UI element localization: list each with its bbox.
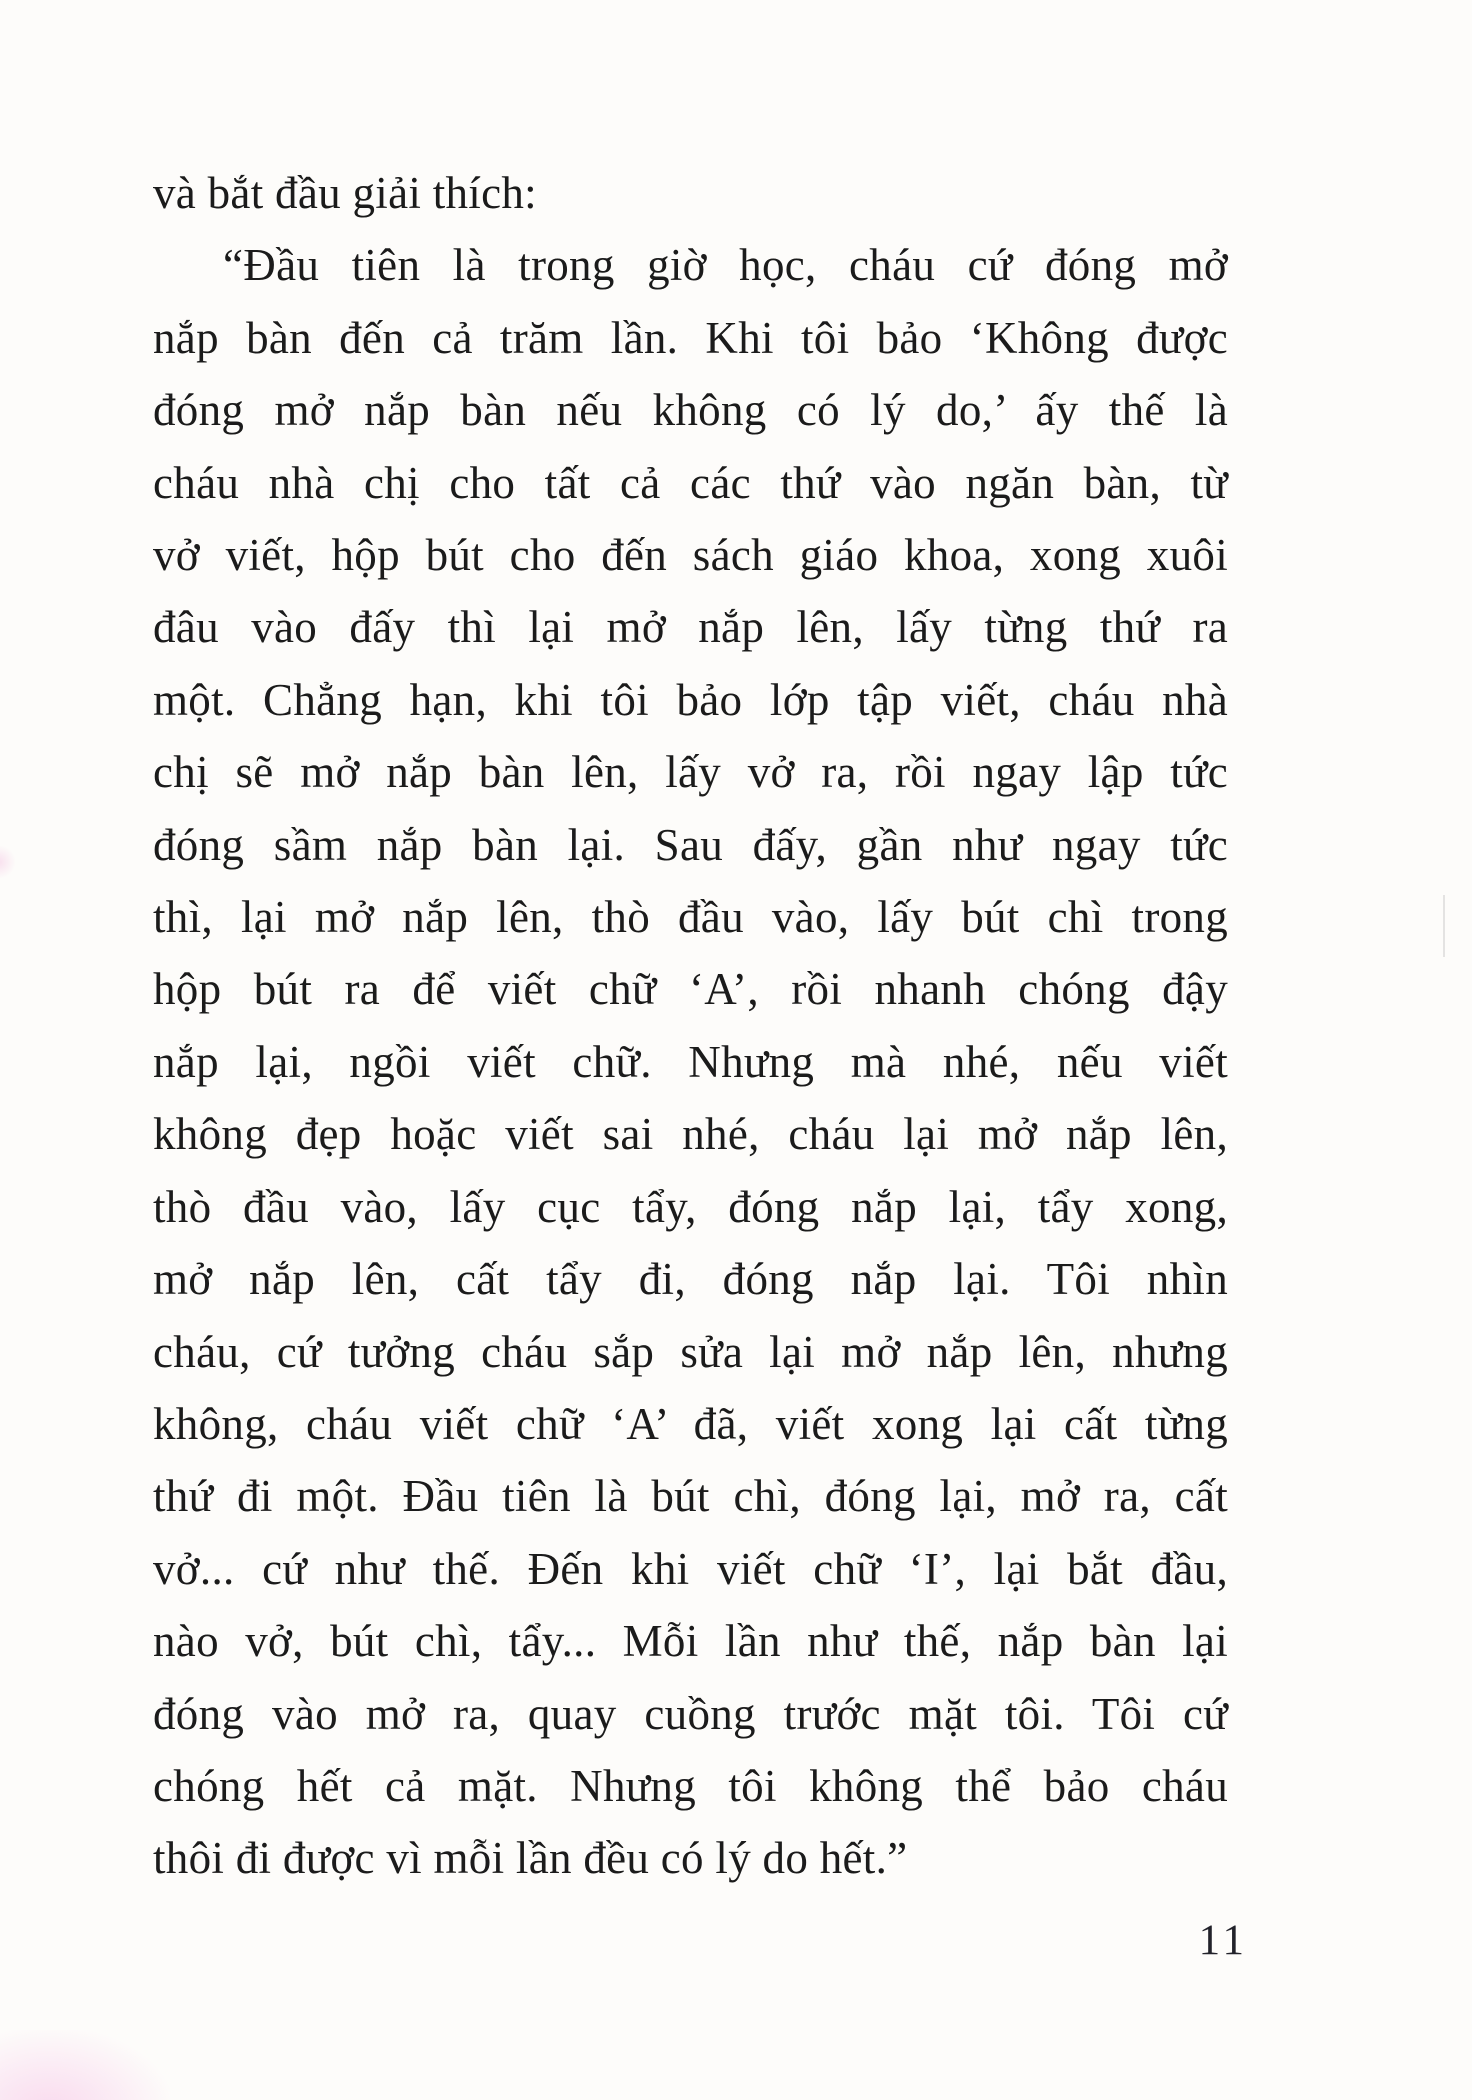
text-line: nào vở, bút chì, tẩy... Mỗi lần như thế, nắp bàn lại (153, 1616, 1228, 1667)
text-line: đóng sầm nắp bàn lại. Sau đấy, gần như ngay tức (153, 819, 1228, 870)
scan-artifact-pink-smudge (0, 2030, 170, 2100)
text-line: không, cháu viết chữ ‘A’ đã, viết xong lại cất từng (153, 1398, 1228, 1449)
text-line: không đẹp hoặc viết sai nhé, cháu lại mở nắp lên, (153, 1109, 1228, 1160)
text-line: chị sẽ mở nắp bàn lên, lấy vở ra, rồi ngay lập tức (153, 747, 1228, 798)
text-line: nắp lại, ngồi viết chữ. Nhưng mà nhé, nếu viết (153, 1036, 1228, 1087)
page-number: 11 (1198, 1917, 1248, 1964)
text-line: “Đầu tiên là trong giờ học, cháu cứ đóng mở (223, 240, 1228, 291)
text-line: thứ đi một. Đầu tiên là bút chì, đóng lại, mở ra, cất (153, 1471, 1228, 1522)
text-line: thì, lại mở nắp lên, thò đầu vào, lấy bút chì trong (153, 892, 1228, 943)
text-line: chóng hết cả mặt. Nhưng tôi không thể bảo cháu (153, 1760, 1228, 1811)
text-line: cháu, cứ tưởng cháu sắp sửa lại mở nắp lên, nhưng (153, 1326, 1228, 1377)
text-line: một. Chẳng hạn, khi tôi bảo lớp tập viết, cháu nhà (153, 674, 1228, 725)
scan-artifact-gray-line (1443, 895, 1445, 957)
text-line: thôi đi được vì mỗi lần đều có lý do hết.” (153, 1833, 908, 1884)
text-line: hộp bút ra để viết chữ ‘A’, rồi nhanh chóng đậy (153, 964, 1228, 1015)
text-line: thò đầu vào, lấy cục tẩy, đóng nắp lại, tẩy xong, (153, 1181, 1228, 1232)
body-text (153, 157, 1228, 1895)
text-line: mở nắp lên, cất tẩy đi, đóng nắp lại. Tôi nhìn (153, 1254, 1228, 1305)
text-line: nắp bàn đến cả trăm lần. Khi tôi bảo ‘Không được (153, 312, 1228, 363)
text-line: vở... cứ như thế. Đến khi viết chữ ‘I’, lại bắt đầu, (153, 1543, 1228, 1594)
text-line: đóng vào mở ra, quay cuồng trước mặt tôi. Tôi cứ (153, 1688, 1228, 1739)
text-line: cháu nhà chị cho tất cả các thứ vào ngăn bàn, từ (153, 457, 1228, 508)
text-line: và bắt đầu giải thích: (153, 168, 537, 218)
text-line: vở viết, hộp bút cho đến sách giáo khoa, xong xuôi (153, 530, 1228, 581)
text-line: đóng mở nắp bàn nếu không có lý do,’ ấy thế là (153, 385, 1228, 436)
scan-artifact-pink-dot (0, 845, 16, 879)
text-line: đâu vào đấy thì lại mở nắp lên, lấy từng thứ ra (153, 602, 1228, 653)
